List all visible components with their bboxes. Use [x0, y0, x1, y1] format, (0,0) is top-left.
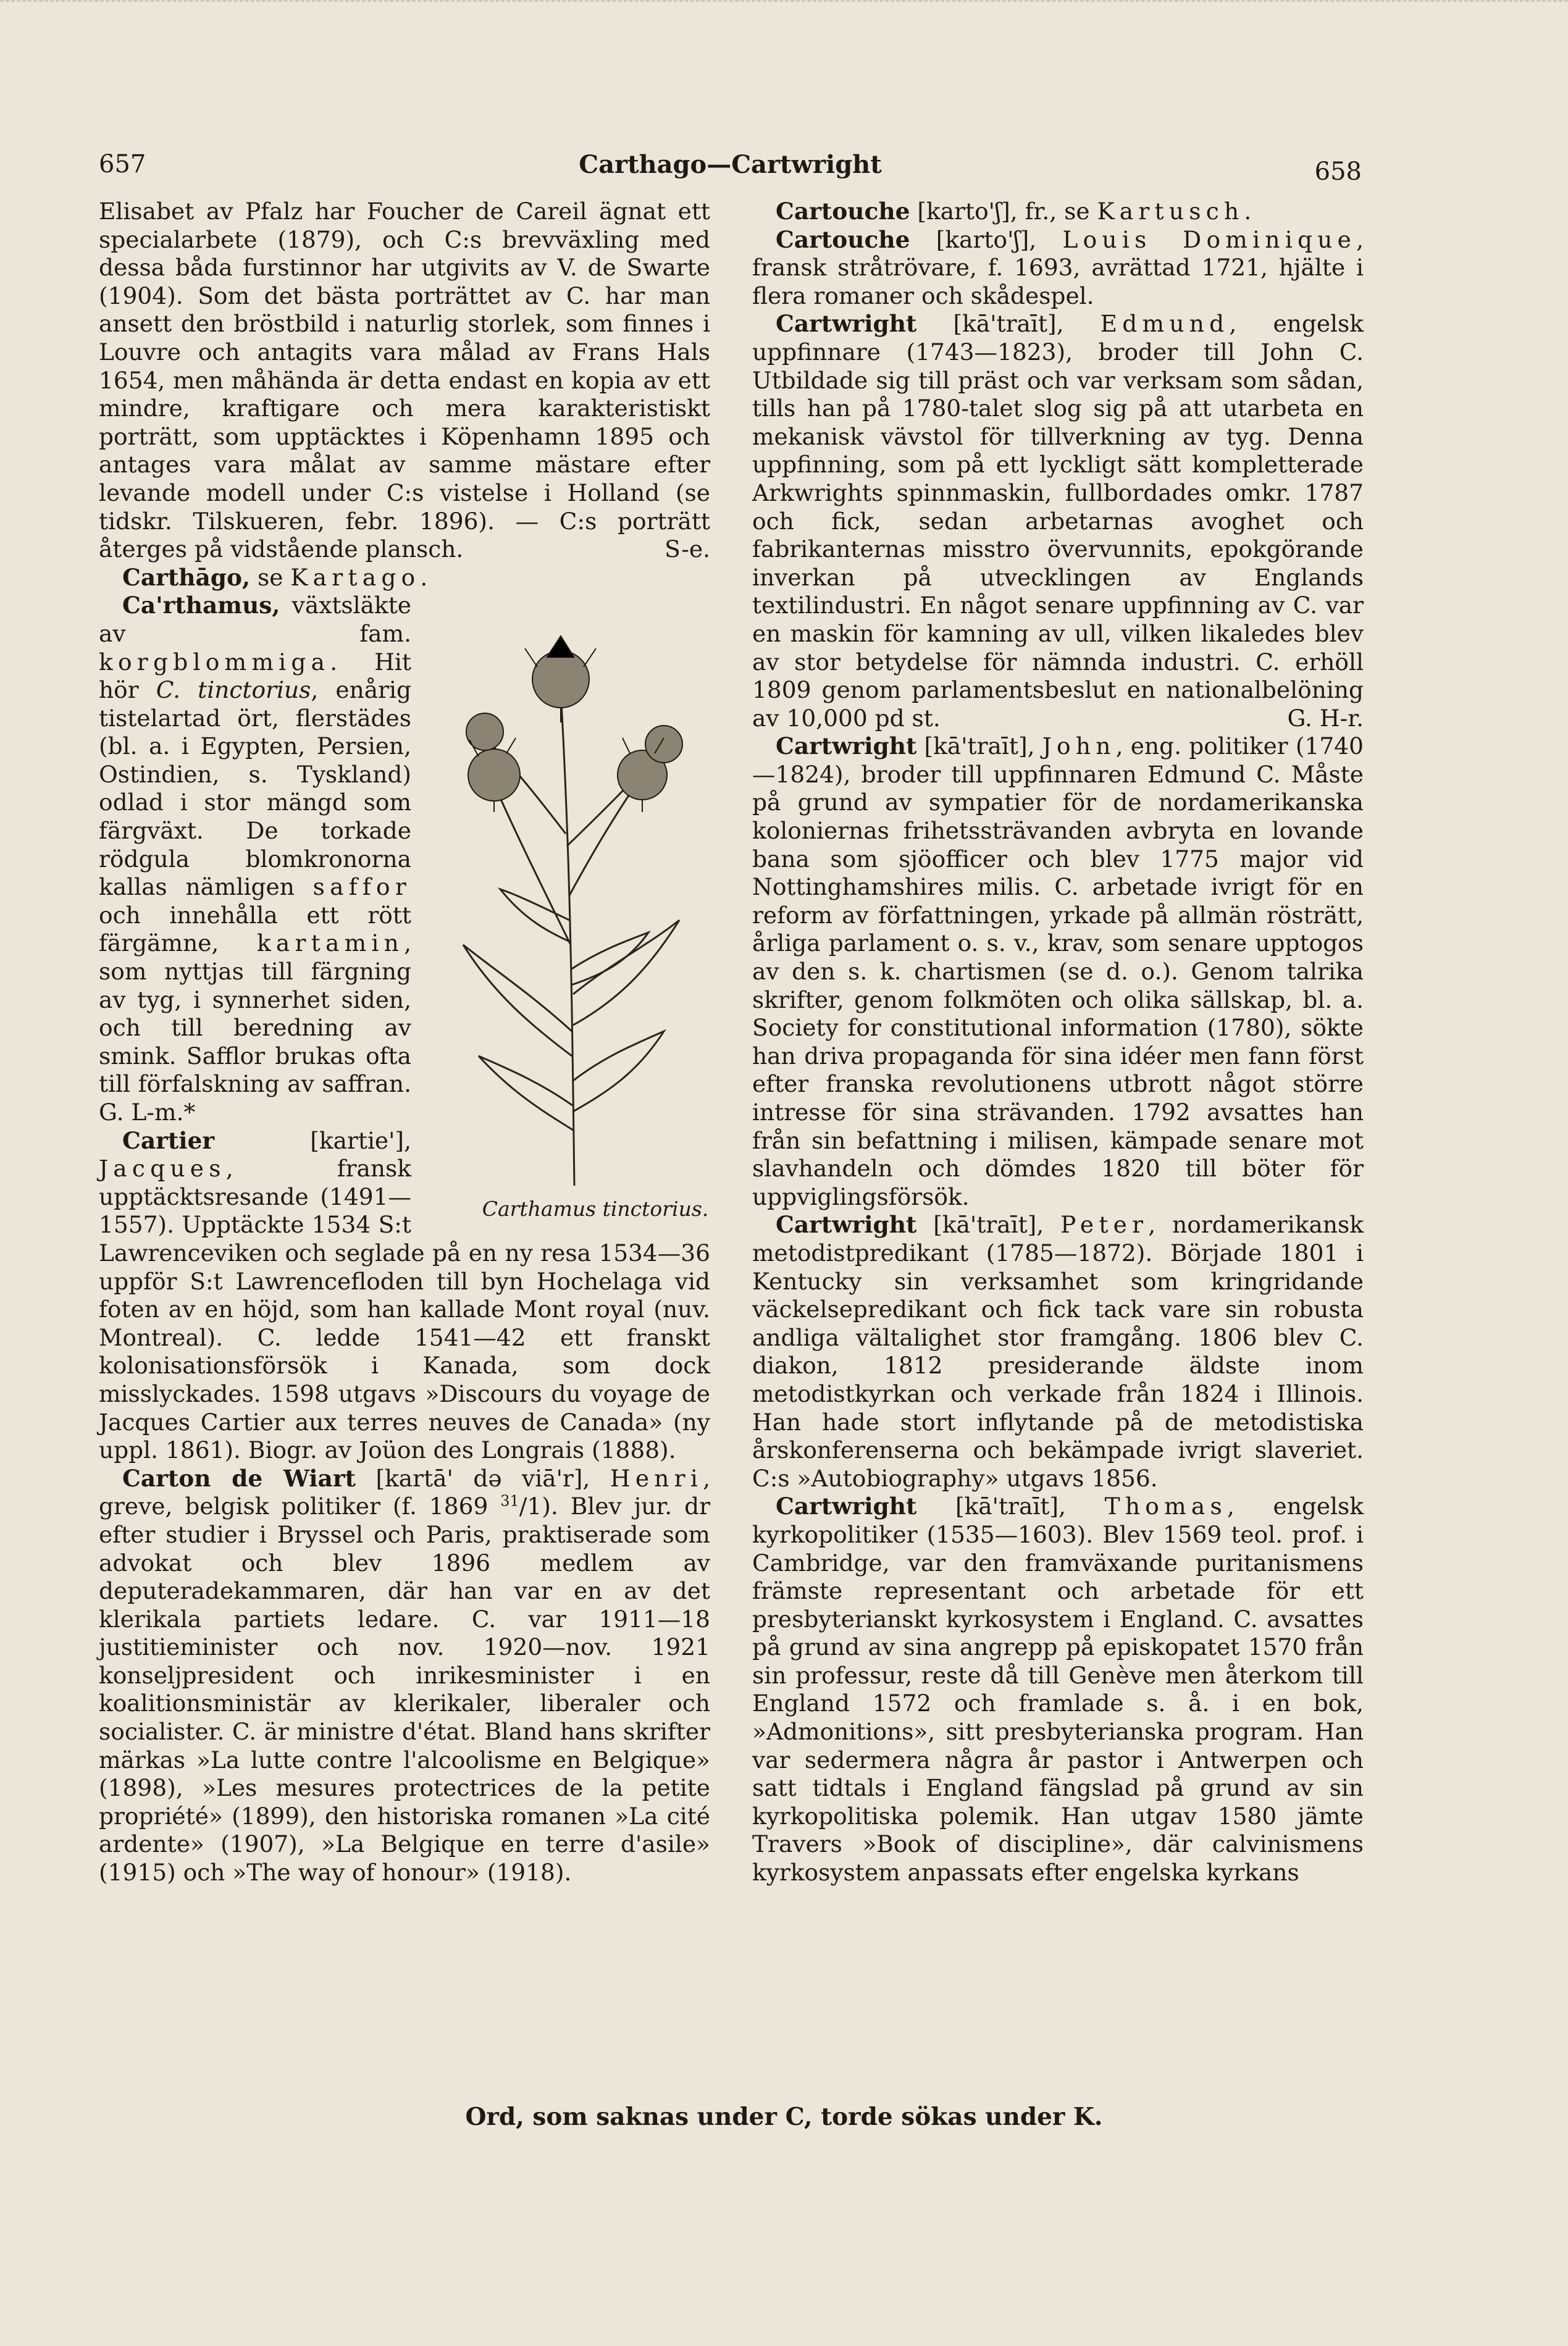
signature: G. L-m.* [99, 1099, 196, 1126]
entry-cartouche-2 [752, 226, 1364, 311]
pronunciation: [kartie'], [310, 1126, 411, 1154]
entry-continuation [99, 198, 710, 564]
pronunciation: [kā'traīt], [924, 732, 1035, 760]
entry-text: /1). Blev jur. dr efter studier i Bryssel och Paris, praktiserade som advokat och blev 1896 medlem av deputeradekammaren, där han var en av det klerikala partiets ledare. C. var 1911—18 justitieminister och nov. 1920—nov. 1921 konseljpresident och inrikesminister i en koalitionsministär av klerikaler, liberaler och socialister. C. är ministre d'état. Bland hans skrifter märkas »La lutte contre l'alcoolisme en Belgique» (1898), »Les mesures protectrices de la petite propriété» (1899), den historiska romanen »La cité ardente» (1907), »La Belgique en terre d'asile» (1915) och »The way of honour» (1918). [99, 1493, 711, 1887]
cross-reference: Kartusch [1097, 198, 1244, 225]
headword: Cartwright [776, 732, 917, 760]
entry-text: , engelsk uppfinnare (1743—1823), broder till John C. Utbildade sig till präst och var verksam som sådan, tills han på 1780-talet slog sig på att utarbeta en mekanisk vävstol för tillverkning av tyg. Denna uppfinning, som på ett lyckligt sätt kompletterade Arkwrights spinnmaskin, fullbordades omkr. 1787 och fick, sedan arbetarnas avoghet och fabrikanternas misstro övervunnits, epokgörande inverkan på utvecklingen av Englands textilindustri. En något senare uppfinning av C. var en maskin för kamning av ull, vilken likaledes blev av stor betydelse för nämnda industri. C. erhöll 1809 genom parlamentsbeslut en nationalbelöning av 10,000 pd st. [752, 310, 1364, 732]
running-title: Carthago—Cartwright [579, 150, 882, 179]
headword: Cartwright [776, 1493, 917, 1520]
entry-cartwright-edmund [752, 310, 1364, 732]
entry-cartouche-1 [752, 198, 1364, 226]
entry-text: . [420, 563, 428, 591]
entry-text: . [1244, 198, 1252, 225]
left-column [99, 198, 710, 1887]
entry-text: , fransk stråtrövare, f. 1693, avrättad 1721, hjälte i flera romaner och skådespel. [752, 225, 1364, 309]
cross-reference: Kartago [290, 563, 421, 591]
headword: Cartwright [776, 1211, 917, 1239]
given-name: Henri [610, 1464, 703, 1492]
entry-text: , engelsk kyrkopolitiker (1535—1603). Blev 1569 teol. prof. i Cambridge, var den framväxande puritanismens främste representant och arbetade för ett presbyterianskt kyrkosystem i England. C. avsattes på grund av sina angrepp på episkopatet 1570 från sin professur, reste då till Genève men återkom till England 1572 och framlade s. å. i en bok, »Admonitions», sitt presbyterianska program. Han var sedermera några år pastor i Antwerpen och satt tidtals i England fängslad på grund av sin kyrkopolitiska polemik. Han utgav 1580 jämte Travers »Book of discipline», där calvinismens kyrkosystem anpassats efter engelska kyrkans [752, 1493, 1364, 1887]
headword: Ca'rthamus, [122, 592, 280, 619]
species-name: C. tinctorius [156, 676, 311, 704]
entry-text: , som nyttjas till färgning av tyg, i synnerhet siden, och till beredning av smink. Safflor brukas ofta till förfalskning av saffran. [99, 929, 411, 1098]
headword: Carthāgo, [122, 563, 251, 591]
entry-text: se [258, 563, 283, 591]
carthamus-illustration [420, 599, 710, 1223]
term-kartamin: kartamin [256, 929, 405, 957]
given-name: Peter [1060, 1211, 1149, 1239]
thistle-plant-drawing [420, 599, 710, 1192]
pronunciation: [karto'ʃ], [936, 225, 1037, 253]
pronunciation: [kā'traīt], [953, 310, 1064, 338]
given-name: Thomas [1104, 1493, 1227, 1520]
entry-carton-de-wiart [99, 1465, 710, 1887]
given-name: John [1042, 732, 1116, 760]
given-name: Edmund [1100, 310, 1230, 338]
page-number-right: 658 [1314, 157, 1362, 186]
right-column [752, 198, 1364, 1887]
figure-caption: Carthamus tinctorius. [482, 1196, 709, 1221]
headword: Carton de Wiart [122, 1464, 356, 1492]
family-name: korgblommiga [99, 648, 330, 676]
headword: Cartier [122, 1126, 215, 1154]
page-number-left: 657 [99, 150, 146, 178]
pronunciation: [kā'traīt], [933, 1211, 1044, 1239]
continuation-text: Elisabet av Pfalz har Foucher de Careil ägnat ett specialarbete (1879), och C:s brevväxling med dessa båda furstinnor har utgivits av V. de Swarte (1904). Som det bästa porträttet av C. har man ansett den bröstbild i naturlig storlek, som finnes i Louvre och antagits vara målad av Frans Hals 1654, men måhända är detta endast en kopia av ett mindre, kraftigare och mera karakteristiskt porträtt, som upptäcktes i Köpenhamn 1895 och antages vara målat av samme mästare efter levande modell under C:s vistelse i Holland (se tidskr. Tilskueren, febr. 1896). — C:s porträtt återges på vidstående plansch. [99, 198, 710, 563]
page-top-edge [0, 0, 1568, 10]
given-name: Louis Dominique [1062, 225, 1357, 253]
entry-cartwright-thomas [752, 1493, 1364, 1887]
entry-cartwright-john [752, 732, 1364, 1211]
headword: Cartouche [776, 198, 910, 225]
term-saffor: saffor [312, 873, 412, 901]
headword: Cartouche [776, 225, 910, 253]
entry-text: , enårig tistelartad ört, flerstädes (bl. a. i Egypten, Persien, Ostindien, s. Tyskland) odlad i stor mängd som färgväxt. De torkade rödgula blomkronorna kallas nämligen [99, 676, 412, 901]
page-header [99, 145, 1362, 188]
entry-text: , nordamerikansk metodistpredikant (1785—1872). Började 1801 i Kentucky sin verksamhet som kringridande väckelsepredikant och fick tack vare sin robusta andliga vältalighet stor framgång. 1806 blev C. diakon, 1812 presiderande äldste inom metodistkyrkan och verkade från 1824 i Illinois. Han hade stort inflytande på de metodistiska årskonferenserna och bekämpade ivrigt slaveriet. C:s »Autobiography» utgavs 1856. [752, 1211, 1364, 1492]
pronunciation: [kartā' də viā'r], [375, 1464, 590, 1492]
entry-cartwright-peter [752, 1211, 1364, 1493]
signature: G. H-r. [1287, 704, 1364, 732]
entry-text: , eng. politiker (1740—1824), broder till uppfinnaren Edmund C. Måste på grund av sympatier för de nordamerikanska koloniernas frihetssträvanden avbryta en lovande bana som sjöofficer och blev 1775 major vid Nottinghamshires milis. C. arbetade ivrigt för en reform av författningen, yrkade på allmän rösträtt, årliga parlament o. s. v., krav, som senare upptogos av den s. k. chartismen (se d. o.). Genom talrika skrifter, genom folkmöten och olika sällskap, bl. a. Society for constitutional information (1780), sökte han driva propaganda för sina idéer men fann först efter franska revolutionens utbrott något större intresse för sina strävanden. 1792 avsattes han från sin befattning i milisen, kämpade senare mot slavhandeln och dömdes 1820 till böter för uppviglingsförsök. [752, 732, 1364, 1210]
signature: S-e. [665, 535, 710, 563]
entry-text: , fransk upptäcktsresande (1491—1557). Upptäckte 1534 S:t Lawrenceviken och seglade på en ny resa 1534—36 uppför S:t Lawrencefloden till byn Hochelaga vid foten av en höjd, som han kallade Mont royal (nuv. Montreal). C. ledde 1541—42 ett franskt kolonisationsförsök i Kanada, som dock misslyckades. 1598 utgavs »Discours du voyage de Jacques Cartier aux terres neuves de Canada» (ny uppl. 1861). Biogr. av Joüon des Longrais (1888). [99, 1155, 710, 1464]
footer-note: Ord, som saknas under C, torde sökas under K. [465, 2103, 1103, 2131]
entry-text: och innehålla ett rött färgämne, [99, 901, 411, 957]
given-name: Jacques [99, 1155, 226, 1183]
entry-text: [karto'ʃ], fr., se [917, 198, 1090, 225]
entry-text: , greve, belgisk politiker (f. 1869 [99, 1464, 711, 1520]
superscript: 31 [500, 1492, 519, 1510]
entry-text: växtsläkte av fam. [99, 592, 411, 647]
entry-text: . Hit hör [99, 648, 411, 704]
entry-carthago [99, 564, 710, 592]
pronunciation: [kā'traīt], [955, 1493, 1066, 1520]
headword: Cartwright [776, 310, 917, 338]
